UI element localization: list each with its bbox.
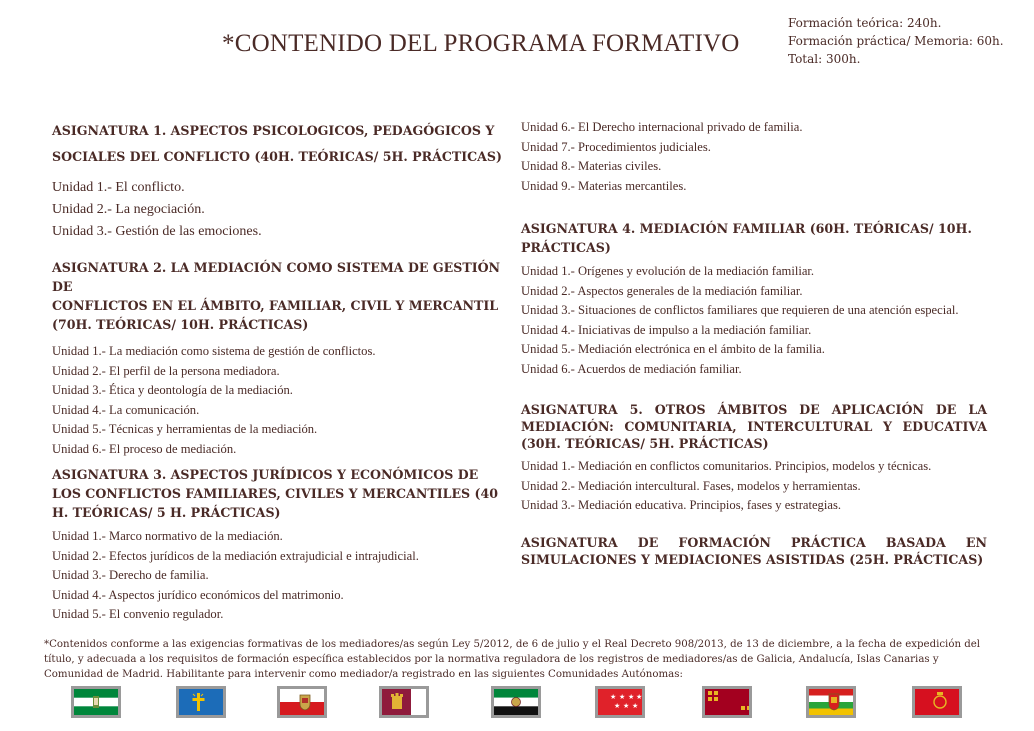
andalucia-flag [71, 686, 121, 718]
unit-item: Unidad 1.- La mediación como sistema de gestión de conflictos. [52, 344, 376, 358]
svg-text:★: ★ [632, 702, 639, 710]
unit-item: Unidad 1.- El conflicto. [52, 180, 185, 195]
unit-item: Unidad 3.- Ética y deontología de la mediación. [52, 383, 293, 397]
total-hours: Total: 300h. [788, 52, 861, 66]
cantabria-flag [277, 686, 327, 718]
theory-hours: Formación teórica: 240h. [788, 16, 942, 30]
unit-item: Unidad 5.- Mediación electrónica en el ámbito de la familia. [521, 342, 825, 356]
unit-item: Unidad 2.- El perfil de la persona mediadora. [52, 363, 280, 378]
asturias-flag [176, 686, 226, 718]
unit-item: Unidad 3.- Gestión de las emociones. [52, 224, 262, 239]
asignatura-2-title-line: CONFLICTOS EN EL ÁMBITO, FAMILIAR, CIVIL Y MERCANTIL [52, 298, 499, 313]
svg-text:★: ★ [636, 693, 643, 701]
asignatura-2-title [52, 258, 510, 334]
svg-text:★: ★ [614, 702, 621, 710]
unit-item: Unidad 3.- Derecho de familia. [52, 568, 209, 582]
unit-item: Unidad 4.- La comunicación. [52, 402, 200, 417]
unit-item: Unidad 5.- El convenio regulador. [52, 607, 224, 621]
svg-text:★: ★ [610, 693, 617, 701]
practice-hours: Formación práctica/ Memoria: 60h. [788, 34, 1004, 48]
unit-item: Unidad 9.- Materias mercantiles. [521, 178, 687, 193]
unit-item: Unidad 2.- La negociación. [52, 202, 205, 217]
unit-item: Unidad 1.- Orígenes y evolución de la mediación familiar. [521, 264, 815, 278]
unit-item: Unidad 8.- Materias civiles. [521, 159, 662, 173]
extremadura-flag [491, 686, 541, 718]
asignatura-2-title-line: (70H. TEÓRICAS/ 10H. PRÁCTICAS) [52, 317, 309, 332]
right-column [521, 118, 987, 568]
asignatura-practica-title: ASIGNATURA DE FORMACIÓN PRÁCTICA BASADA EN SIMULACIONES Y MEDIACIONES ASISTIDAS (25H. PRÁCTICAS) [521, 534, 987, 567]
asignatura-4-title: ASIGNATURA 4. MEDIACIÓN FAMILIAR (60H. TEÓRICAS/ 10H. PRÁCTICAS) [521, 221, 972, 255]
unit-item: Unidad 5.- Técnicas y herramientas de la mediación. [52, 422, 318, 436]
left-column [52, 118, 510, 625]
unit-item: Unidad 1.- Marco normativo de la mediación. [52, 529, 283, 543]
unit-item: Unidad 4.- Aspectos jurídico económicos del matrimonio. [52, 587, 344, 602]
asignatura-2-title-line: ASIGNATURA 2. LA MEDIACIÓN COMO SISTEMA DE GESTIÓN DE [52, 260, 501, 294]
unit-item: Unidad 6.- Acuerdos de mediación familiar. [521, 361, 742, 376]
svg-text:★: ★ [623, 702, 630, 710]
castilla-la-mancha-flag [379, 686, 429, 718]
page-title: *CONTENIDO DEL PROGRAMA FORMATIVO [222, 30, 740, 57]
regional-flags [0, 686, 1034, 720]
hours-summary [788, 14, 1004, 68]
unit-item: Unidad 3.- Mediación educativa. Principios, fases y estrategias. [521, 498, 841, 512]
svg-text:★: ★ [619, 693, 626, 701]
unit-item: Unidad 4.- Iniciativas de impulso a la mediación familiar. [521, 322, 812, 337]
unit-item: Unidad 3.- Situaciones de conflictos familiares que requieren de una atención especial. [521, 303, 959, 317]
madrid-flag [595, 686, 645, 718]
unit-item: Unidad 2.- Aspectos generales de la mediación familiar. [521, 283, 803, 298]
asignatura-1-title: ASIGNATURA 1. ASPECTOS PSICOLOGICOS, PEDAGÓGICOS Y SOCIALES DEL CONFLICTO (40H. TEÓRICAS/ 5H. PRÁCTICAS) [52, 123, 502, 164]
unit-item: Unidad 2.- Efectos jurídicos de la mediación extrajudicial e intrajudicial. [52, 548, 419, 563]
murcia-flag [702, 686, 752, 718]
unit-item: Unidad 6.- El proceso de mediación. [52, 441, 237, 456]
unit-item: Unidad 7.- Procedimientos judiciales. [521, 139, 711, 154]
unit-item: Unidad 6.- El Derecho internacional privado de familia. [521, 120, 803, 134]
svg-text:★: ★ [628, 693, 635, 701]
unit-item: Unidad 2.- Mediación intercultural. Fases, modelos y herramientas. [521, 478, 861, 493]
asignatura-3-title: ASIGNATURA 3. ASPECTOS JURÍDICOS Y ECONÓMICOS DE LOS CONFLICTOS FAMILIARES, CIVILES Y MERCANTILES (40 H. TEÓRICAS/ 5 H. PRÁCTICAS) [52, 467, 499, 520]
asignatura-5-title: ASIGNATURA 5. OTROS ÁMBITOS DE APLICACIÓN DE LA MEDIACIÓN: COMUNITARIA, INTERCULTURAL Y EDUCATIVA (30H. TEÓRICAS/ 5H. PRÁCTICAS) [521, 402, 987, 451]
footer-note: *Contenidos conforme a las exigencias formativas de los mediadores/as según Ley 5/2012, de 6 de julio y el Real Decreto 908/2013, de 13 de diciembre, a la fecha de expedición del título, y adecuada a los requisitos de formación específica establecidos por la normativa reguladora de los registros de mediadores/as de Galicia, Andalucía, Islas Canarias y Comunidad de Madrid. Habilitante para intervenir como mediador/a registrado en las siguientes Comunidades Autónomas: [44, 639, 981, 680]
la-rioja-flag [806, 686, 856, 718]
navarra-flag [912, 686, 962, 718]
unit-item: Unidad 1.- Mediación en conflictos comunitarios. Principios, modelos y técnicas. [521, 459, 932, 473]
